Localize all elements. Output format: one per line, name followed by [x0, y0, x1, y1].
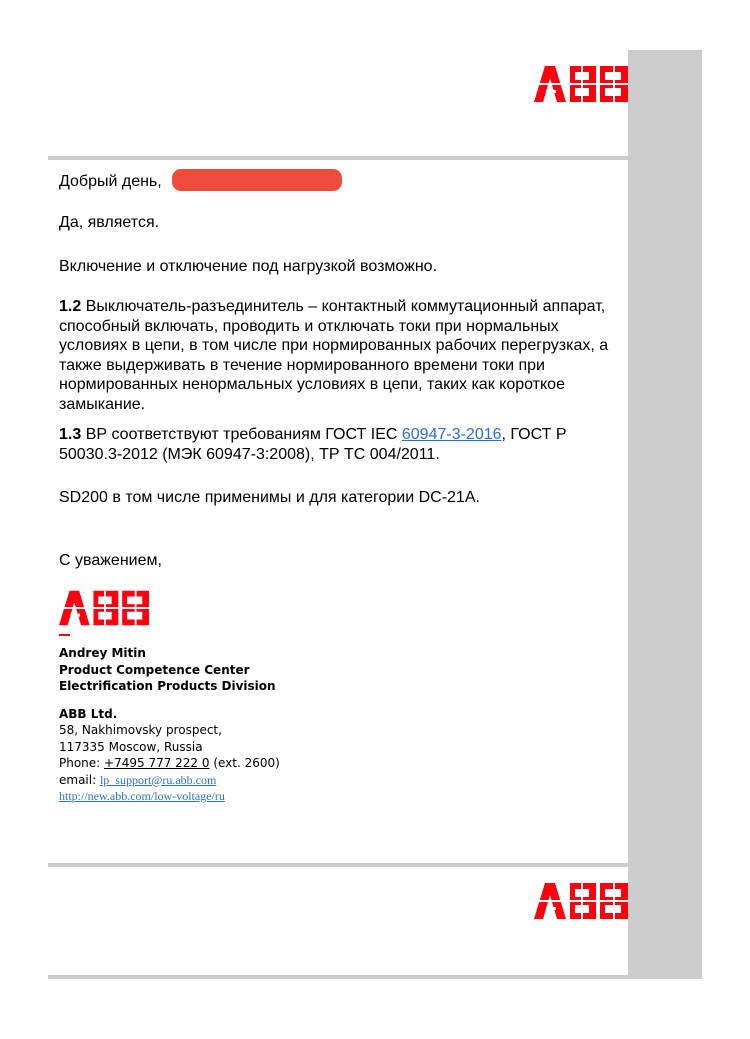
section-1-2-number: 1.2 [59, 298, 82, 315]
email-link[interactable]: lp_support@ru.abb.com [99, 772, 217, 787]
top-divider [48, 156, 628, 160]
abb-logo-signature [59, 590, 149, 626]
website-link[interactable]: http://new.abb.com/low-voltage/ru [59, 789, 225, 803]
section-1-3-text-after: , ГОСТ Р 50030.3-2012 (МЭК 60947-3:2008), ТР ТС 004/2011. [59, 426, 567, 463]
address-street: 58, Nakhimovsky prospect, [59, 723, 222, 737]
redacted-name [172, 169, 342, 191]
section-1-2 [59, 297, 624, 414]
sd200-note: SD200 в том числе применимы и для категории DC-21A. [59, 489, 480, 506]
phone-line [59, 755, 280, 772]
address-city: 117335 Moscow, Russia [59, 739, 203, 754]
section-1-3-text: ВР соответствуют требованиям ГОСТ IEC [85, 426, 398, 443]
signature-name: Andrey Mitin [59, 646, 146, 660]
standard-link[interactable]: 60947-3-2016 [401, 426, 502, 443]
section-1-3 [59, 425, 624, 464]
greeting: Добрый день, [59, 173, 162, 190]
phone-ext: (ext. 2600) [209, 756, 280, 770]
footer-divider [48, 975, 628, 979]
email-label: email: [59, 772, 100, 787]
signature-center: Product Competence Center [59, 662, 250, 677]
load-switching-text: Включение и отключение под нагрузкой возможно. [59, 258, 438, 275]
section-1-2-text: Выключатель-разъединитель – контактный коммутационный аппарат, способный включать, проводить и отключать токи при нормальных условиях в цепи, в том числе при нормированных рабочих перегрузках, а также выдерживать в течение нормированного времени токи при нормированных ненормальных условиях в цепи, таких как короткое замыкание. [59, 298, 609, 413]
phone-label: Phone: [59, 756, 105, 770]
right-gray-margin [628, 50, 702, 979]
answer-text: Да, является. [59, 214, 160, 231]
signature-division: Electrification Products Division [59, 679, 276, 693]
signature-dash [59, 634, 70, 636]
section-1-3-number: 1.3 [59, 426, 82, 443]
closing: С уважением, [59, 552, 162, 569]
signature-block [59, 645, 280, 805]
phone-number[interactable]: +7495 777 222 0 [104, 756, 210, 770]
bottom-divider [48, 863, 628, 867]
company-name: ABB Ltd. [59, 706, 118, 721]
abb-logo-bottom [534, 883, 628, 919]
abb-logo-top [534, 66, 628, 102]
email-line [59, 772, 280, 789]
